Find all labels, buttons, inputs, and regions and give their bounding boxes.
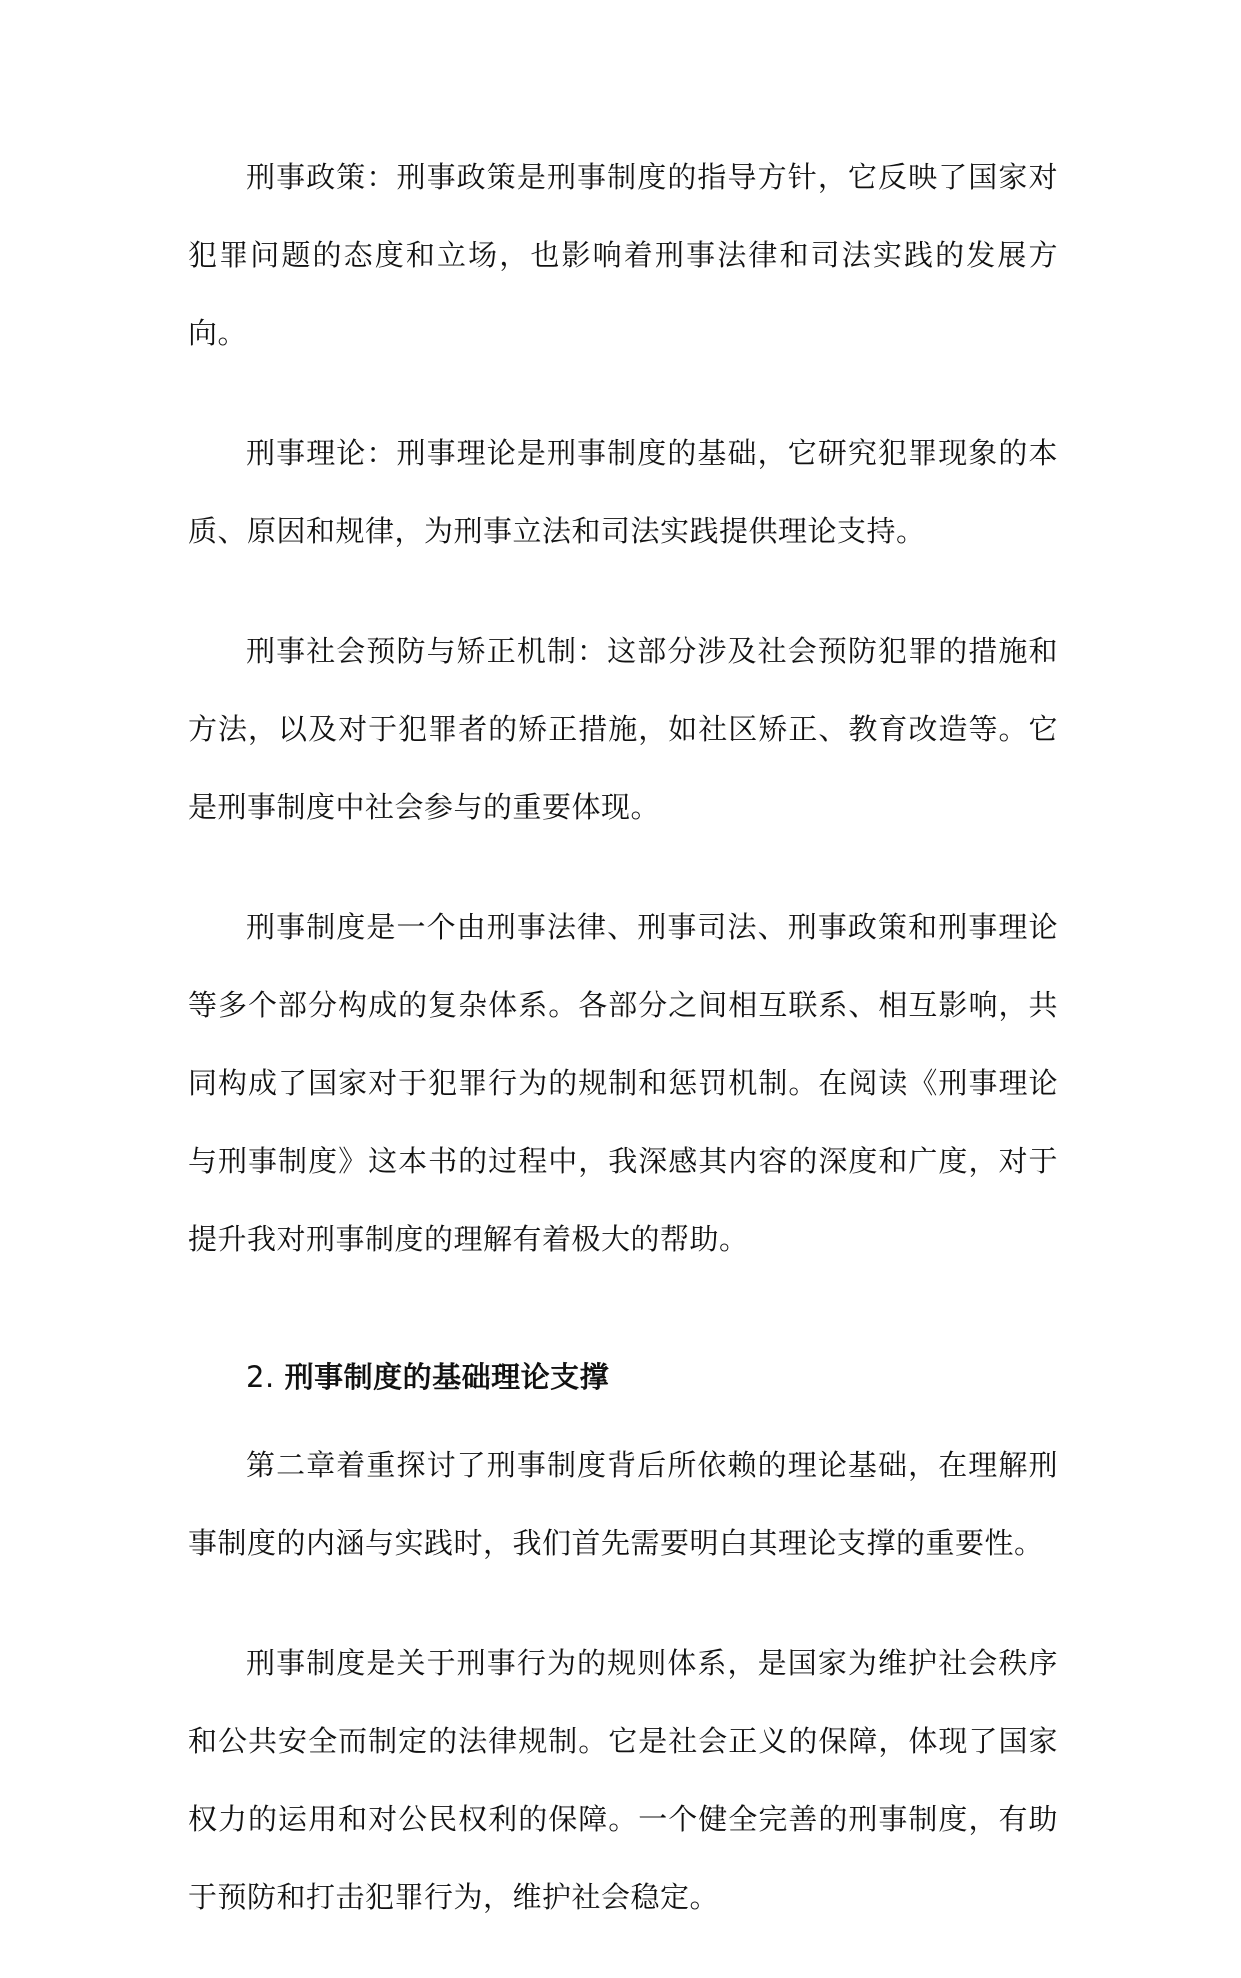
paragraph-system-definition: 刑事制度是关于刑事行为的规则体系，是国家为维护社会秩序和公共安全而制定的法律规制。它是社会正义的保障，体现了国家权力的运用和对公民权利的保障。一个健全完善的刑事制度，有助于预防和打击犯罪行为，维护社会稳定。 (188, 1646, 1058, 1914)
section-number: 2. (246, 1360, 275, 1394)
document-body (188, 138, 1058, 1978)
paragraph-criminal-policy: 刑事政策：刑事政策是刑事制度的指导方针，它反映了国家对犯罪问题的态度和立场，也影响着刑事法律和司法实践的发展方向。 (188, 160, 1058, 350)
paragraph-chapter-two-intro: 第二章着重探讨了刑事制度背后所依赖的理论基础，在理解刑事制度的内涵与实践时，我们首先需要明白其理论支撑的重要性。 (188, 1448, 1058, 1560)
section-heading (188, 1338, 1058, 1416)
paragraph-system-summary: 刑事制度是一个由刑事法律、刑事司法、刑事政策和刑事理论等多个部分构成的复杂体系。各部分之间相互联系、相互影响，共同构成了国家对于犯罪行为的规制和惩罚机制。在阅读《刑事理论与刑事制度》这本书的过程中，我深感其内容的深度和广度，对于提升我对刑事制度的理解有着极大的帮助。 (188, 910, 1058, 1256)
section-title: 刑事制度的基础理论支撑 (284, 1360, 610, 1394)
paragraph-prevention-correction: 刑事社会预防与矫正机制：这部分涉及社会预防犯罪的措施和方法，以及对于犯罪者的矫正措施，如社区矫正、教育改造等。它是刑事制度中社会参与的重要体现。 (188, 634, 1058, 824)
paragraph-criminal-theory: 刑事理论：刑事理论是刑事制度的基础，它研究犯罪现象的本质、原因和规律，为刑事立法和司法实践提供理论支持。 (188, 436, 1058, 548)
